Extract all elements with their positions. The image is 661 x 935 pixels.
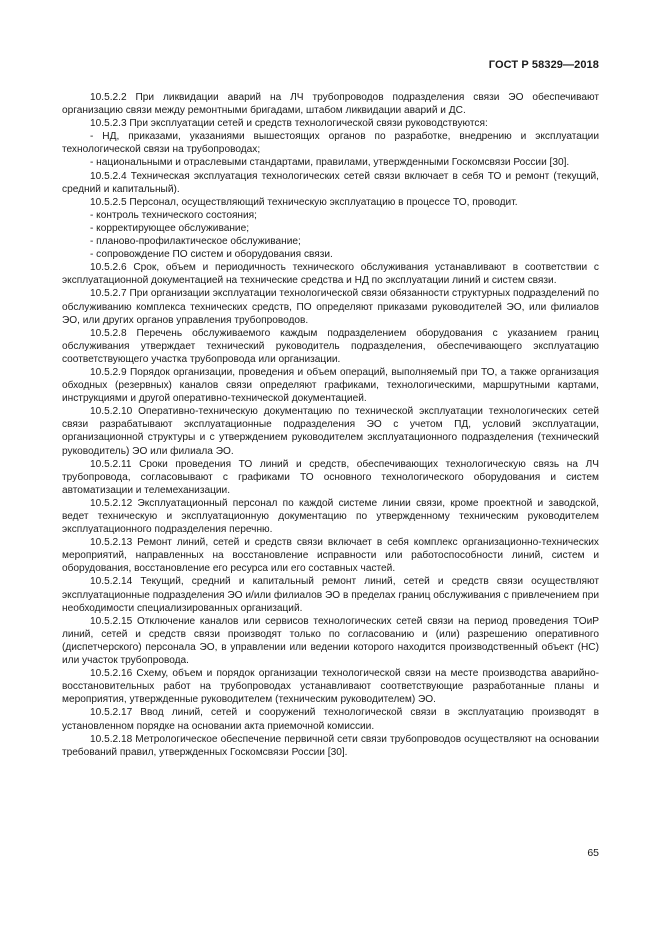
list-item: - национальными и отраслевыми стандартами, правилами, утвержденными Госкомсвязи России [30]. [90, 157, 570, 169]
paragraph-10-5-2-16: 10.5.2.16 Схему, объем и порядок организации технологической связи на месте производства аварийно-восстановительных работ на трубопроводах устанавливают соответствующие разработанные планы и мероприятия, утвержденные руководителем (техническим руководителем) ЭО. [62, 668, 599, 706]
document-standard-id: ГОСТ Р 58329—2018 [488, 59, 599, 71]
paragraph-10-5-2-2: 10.5.2.2 При ликвидации аварий на ЛЧ трубопроводов подразделения связи ЭО обеспечивают организацию связи между ремонтными бригадами, штабом ликвидации аварий и ДС. [62, 92, 599, 117]
paragraph-10-5-2-3: 10.5.2.3 При эксплуатации сетей и средств технологической связи руководствуются: [90, 118, 488, 130]
paragraph-10-5-2-14: 10.5.2.14 Текущий, средний и капитальный ремонт линий, сетей и средств связи осуществляют эксплуатационные подразделения ЭО и/или филиалов ЭО в пределах границ обслуживания с привлечением при необходимости специализированных организаций. [62, 576, 599, 614]
page-number: 65 [587, 847, 599, 859]
paragraph-10-5-2-13: 10.5.2.13 Ремонт линий, сетей и средств связи включает в себя комплекс организационно-технических мероприятий, направленных на восстановление исправности или работоспособности линий, систем и оборудования, восстановление его ресурса или его составных частей. [62, 537, 599, 575]
paragraph-10-5-2-18: 10.5.2.18 Метрологическое обеспечение первичной сети связи трубопроводов осуществляют на основании требований правил, утвержденных Госкомсвязи России [30]. [62, 733, 599, 758]
list-item: - планово-профилактическое обслуживание; [90, 236, 301, 248]
paragraph-10-5-2-5: 10.5.2.5 Персонал, осуществляющий техническую эксплуатацию в процессе ТО, проводит. [90, 196, 518, 208]
paragraph-10-5-2-10: 10.5.2.10 Оперативно-техническую документацию по технической эксплуатации технологических сетей связи разрабатывают эксплуатационные подразделения ЭО с учетом ПД, условий эксплуатации, организационной структуры и с утверждением руководителем эксплуатационного подразделения (технический руководитель) ЭО или филиала ЭО. [62, 406, 599, 457]
list-item: - корректирующее обслуживание; [90, 222, 250, 234]
paragraph-10-5-2-9: 10.5.2.9 Порядок организации, проведения и объем операций, выполняемый при ТО, а также организация обходных (резервных) каналов связи определяют графиками, технологическими, маршрутными картами, инструкциями и другой оперативно-технической документацией. [62, 366, 599, 405]
paragraph-10-5-2-12: 10.5.2.12 Эксплуатационный персонал по каждой системе линии связи, кроме проектной и заводской, ведет техническую и эксплуатационную документацию по утвержденному техническим руководителем эксплуатационного подразделения перечню. [62, 497, 599, 536]
list-item: - сопровождение ПО систем и оборудования связи. [90, 249, 333, 261]
list-item: - НД, приказами, указаниями вышестоящих органов по разработке, внедрению и эксплуатации технологической связи на трубопроводах; [62, 131, 599, 156]
paragraph-10-5-2-4: 10.5.2.4 Техническая эксплуатация технологических сетей связи включает в себя ТО и ремонт (текущий, средний и капитальный). [62, 170, 599, 195]
document-body [62, 91, 599, 759]
paragraph-10-5-2-8: 10.5.2.8 Перечень обслуживаемого каждым подразделением оборудования с указанием границ обслуживания утверждает технический руководитель подразделения, обеспечивающего эксплуатацию соответствующего участка трубопровода или организации. [62, 327, 599, 365]
paragraph-10-5-2-17: 10.5.2.17 Ввод линий, сетей и сооружений технологической связи в эксплуатацию производят в установленном порядке на основании акта приемочной комиссии. [62, 707, 599, 732]
paragraph-10-5-2-11: 10.5.2.11 Сроки проведения ТО линий и средств, обеспечивающих технологическую связь на ЛЧ трубопровода, согласовывают с графиками ТО основного технологического оборудования и систем автоматизации и телемеханизации. [62, 458, 599, 496]
paragraph-10-5-2-15: 10.5.2.15 Отключение каналов или сервисов технологических сетей связи на период проведения ТОиР линий, сетей и средств связи производят только по согласованию и (или) разрешению оперативного (диспетчерского) персонала ЭО, в управлении или ведении которого находится производственный объект (НС) или участок трубопровода. [62, 615, 599, 667]
paragraph-10-5-2-6: 10.5.2.6 Срок, объем и периодичность технического обслуживания устанавливают в соответствии с эксплуатационной документацией на технические средства и НД по эксплуатации линий и систем связи. [62, 262, 599, 287]
paragraph-10-5-2-7: 10.5.2.7 При организации эксплуатации технологической связи обязанности структурных подразделений по обслуживанию комплекса технических средств, ПО определяют приказами руководителей ЭО, или филиалов ЭО, или других органов управления трубопроводов. [62, 288, 599, 326]
list-item: - контроль технического состояния; [90, 209, 257, 221]
